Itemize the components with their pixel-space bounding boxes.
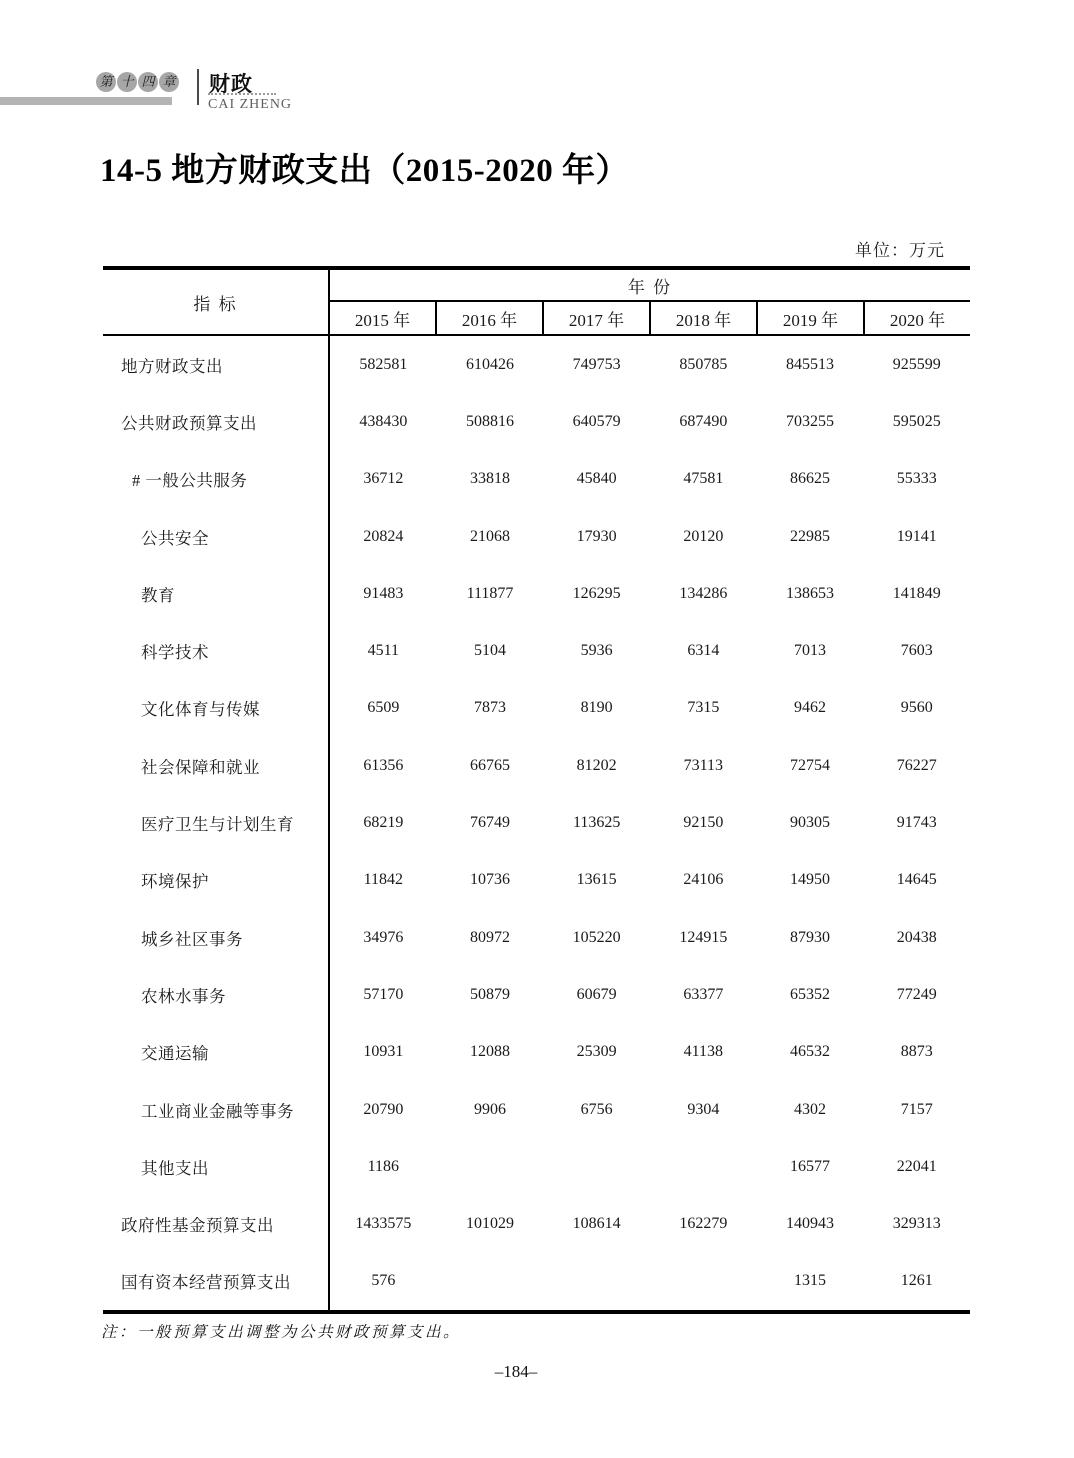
value-cell: 105220 <box>572 928 621 946</box>
value-cell: 9560 <box>900 699 933 717</box>
value-cell: 4511 <box>367 642 400 660</box>
value-cell: 33818 <box>470 470 510 488</box>
value-cell: 1186 <box>367 1157 400 1175</box>
value-cell: 111877 <box>466 584 514 602</box>
chapter-badge-circle: 章 <box>159 72 179 92</box>
value-cell: 14950 <box>790 871 831 889</box>
value-cell: 24106 <box>683 871 724 889</box>
table-row <box>103 508 970 565</box>
chapter-badge-circle: 四 <box>138 72 158 92</box>
year-column-header: 2016 年 <box>437 302 544 334</box>
chapter-header-bar <box>0 97 172 105</box>
chapter-divider-line <box>197 69 199 105</box>
value-cell: 11842 <box>363 871 404 889</box>
page-number: –184– <box>494 1362 538 1381</box>
year-column-header: 2020 年 <box>889 310 946 330</box>
value-cell <box>650 1138 757 1195</box>
value-cell: 4302 <box>794 1100 827 1118</box>
table-row <box>103 680 970 737</box>
value-cell: 46532 <box>790 1043 831 1061</box>
row-indicator-label: 交通运输 <box>103 1024 330 1081</box>
row-indicator-label: 农林水事务 <box>103 966 330 1023</box>
row-indicator-label: # 一般公共服务 <box>103 451 330 508</box>
value-cell: 7315 <box>687 699 720 717</box>
value-cell: 124915 <box>679 928 728 946</box>
fiscal-expenditure-table <box>103 266 970 1314</box>
table-row <box>103 1195 970 1252</box>
value-cell: 850785 <box>679 355 728 373</box>
value-cell: 7873 <box>474 699 506 717</box>
value-cell: 703255 <box>786 412 835 430</box>
chapter-subtitle-pinyin: CAI ZHENG <box>208 97 293 112</box>
row-indicator-label: 社会保障和就业 <box>103 737 330 794</box>
value-cell: 45840 <box>576 470 617 488</box>
row-indicator-label: 城乡社区事务 <box>103 909 330 966</box>
value-cell: 6509 <box>367 699 400 717</box>
value-cell: 6314 <box>687 642 720 660</box>
value-cell <box>650 1253 757 1310</box>
table-row <box>103 794 970 851</box>
value-cell: 22985 <box>790 527 831 545</box>
value-cell: 55333 <box>896 470 937 488</box>
row-indicator-label: 工业商业金融等事务 <box>103 1081 330 1138</box>
value-cell: 57170 <box>363 985 404 1003</box>
value-cell: 9304 <box>687 1100 720 1118</box>
row-indicator-label: 文化体育与传媒 <box>103 680 330 737</box>
row-indicator-label: 环境保护 <box>103 852 330 909</box>
value-cell: 65352 <box>790 985 831 1003</box>
value-cell: 36712 <box>363 470 404 488</box>
value-cell: 20438 <box>896 928 937 946</box>
value-cell: 329313 <box>892 1215 941 1233</box>
footnote: 注：一般预算支出调整为公共财政预算支出。 <box>101 1324 462 1341</box>
value-cell: 108614 <box>572 1215 621 1233</box>
value-cell: 21068 <box>470 527 510 545</box>
value-cell: 640579 <box>572 412 621 430</box>
chapter-badge-circle: 第 <box>96 72 116 92</box>
value-cell: 91483 <box>363 584 404 602</box>
table-row <box>103 852 970 909</box>
table-row <box>103 336 970 393</box>
value-cell: 126295 <box>572 584 621 602</box>
value-cell: 582581 <box>359 355 408 373</box>
row-indicator-label: 政府性基金预算支出 <box>103 1195 330 1252</box>
table-row <box>103 1138 970 1195</box>
value-cell: 41138 <box>683 1043 724 1061</box>
row-indicator-label: 公共财政预算支出 <box>103 393 330 450</box>
year-columns-row <box>330 302 970 334</box>
value-cell: 8190 <box>580 699 613 717</box>
value-cell: 508816 <box>466 412 514 430</box>
value-cell: 50879 <box>470 985 510 1003</box>
value-cell: 80972 <box>470 928 510 946</box>
value-cell: 595025 <box>892 412 941 430</box>
value-cell: 90305 <box>790 814 831 832</box>
indicator-column-header: 指 标 <box>103 270 330 334</box>
value-cell: 16577 <box>790 1157 831 1175</box>
value-cell: 14645 <box>896 871 937 889</box>
row-indicator-label: 科学技术 <box>103 622 330 679</box>
value-cell: 113625 <box>572 814 621 832</box>
chapter-number-badges <box>96 72 179 93</box>
value-cell: 610426 <box>466 355 514 373</box>
value-cell: 19141 <box>896 527 937 545</box>
value-cell: 25309 <box>576 1043 617 1061</box>
value-cell: 1433575 <box>355 1215 412 1233</box>
value-cell: 5104 <box>474 642 506 660</box>
table-row <box>103 622 970 679</box>
row-indicator-label: 公共安全 <box>103 508 330 565</box>
value-cell: 925599 <box>892 355 941 373</box>
table-row <box>103 393 970 450</box>
value-cell: 10931 <box>363 1043 404 1061</box>
year-column-header: 2017 年 <box>544 302 651 334</box>
value-cell: 8873 <box>900 1043 933 1061</box>
value-cell: 12088 <box>470 1043 510 1061</box>
table-row <box>103 966 970 1023</box>
value-cell: 141849 <box>892 584 941 602</box>
value-cell: 73113 <box>683 756 724 774</box>
chapter-dotted-rule <box>208 93 276 95</box>
value-cell: 92150 <box>683 814 724 832</box>
table-row <box>103 565 970 622</box>
unit-label: 单位：万元 <box>855 241 945 260</box>
value-cell: 87930 <box>790 928 831 946</box>
value-cell <box>437 1138 544 1195</box>
value-cell: 81202 <box>576 756 617 774</box>
value-cell: 687490 <box>679 412 728 430</box>
value-cell <box>543 1253 650 1310</box>
value-cell: 101029 <box>466 1215 514 1233</box>
row-indicator-label: 其他支出 <box>103 1138 330 1195</box>
value-cell: 34976 <box>363 928 404 946</box>
value-cell: 5936 <box>580 642 613 660</box>
value-cell: 17930 <box>576 527 617 545</box>
row-indicator-label: 教育 <box>103 565 330 622</box>
value-cell: 438430 <box>359 412 408 430</box>
row-indicator-label: 地方财政支出 <box>103 336 330 393</box>
table-row <box>103 909 970 966</box>
value-cell: 7603 <box>900 642 933 660</box>
year-group-header: 年 份 <box>330 270 970 302</box>
value-cell: 68219 <box>363 814 404 832</box>
value-cell: 86625 <box>790 470 831 488</box>
value-cell: 140943 <box>786 1215 835 1233</box>
value-cell: 20120 <box>683 527 724 545</box>
value-cell: 20824 <box>363 527 404 545</box>
value-cell: 61356 <box>363 756 404 774</box>
value-cell: 845513 <box>786 355 835 373</box>
row-indicator-label: 国有资本经营预算支出 <box>103 1253 330 1310</box>
value-cell: 7157 <box>900 1100 933 1118</box>
value-cell: 1315 <box>794 1272 827 1290</box>
chapter-title: 财政 <box>209 73 253 96</box>
value-cell: 10736 <box>470 871 510 889</box>
value-cell: 162279 <box>679 1215 728 1233</box>
years-header-group <box>330 270 970 334</box>
value-cell: 47581 <box>683 470 724 488</box>
value-cell: 138653 <box>786 584 835 602</box>
value-cell: 72754 <box>790 756 831 774</box>
value-cell: 1261 <box>900 1272 933 1290</box>
value-cell: 9906 <box>474 1100 506 1118</box>
value-cell <box>543 1138 650 1195</box>
table-header <box>103 270 970 336</box>
table-row <box>103 737 970 794</box>
year-column-header: 2015 年 <box>330 302 437 334</box>
value-cell: 134286 <box>679 584 728 602</box>
value-cell: 13615 <box>576 871 617 889</box>
value-cell: 576 <box>371 1272 396 1290</box>
value-cell: 22041 <box>896 1157 937 1175</box>
table-row <box>103 1081 970 1138</box>
value-cell: 66765 <box>470 756 510 774</box>
chapter-badge-circle: 十 <box>117 72 137 92</box>
value-cell: 76227 <box>896 756 937 774</box>
value-cell: 7013 <box>794 642 827 660</box>
table-body <box>103 336 970 1310</box>
year-column-header: 2018 年 <box>651 302 758 334</box>
value-cell <box>437 1253 544 1310</box>
table-row <box>103 1024 970 1081</box>
value-cell: 77249 <box>896 985 937 1003</box>
row-indicator-label: 医疗卫生与计划生育 <box>103 794 330 851</box>
table-row <box>103 451 970 508</box>
year-column-header: 2019 年 <box>758 302 865 334</box>
value-cell: 9462 <box>794 699 827 717</box>
value-cell: 91743 <box>896 814 937 832</box>
value-cell: 20790 <box>363 1100 404 1118</box>
table-row <box>103 1253 970 1310</box>
value-cell: 60679 <box>576 985 617 1003</box>
page-title: 14-5 地方财政支出（2015-2020 年） <box>100 153 629 189</box>
value-cell: 63377 <box>683 985 724 1003</box>
value-cell: 749753 <box>572 355 621 373</box>
value-cell: 76749 <box>470 814 510 832</box>
value-cell: 6756 <box>580 1100 613 1118</box>
